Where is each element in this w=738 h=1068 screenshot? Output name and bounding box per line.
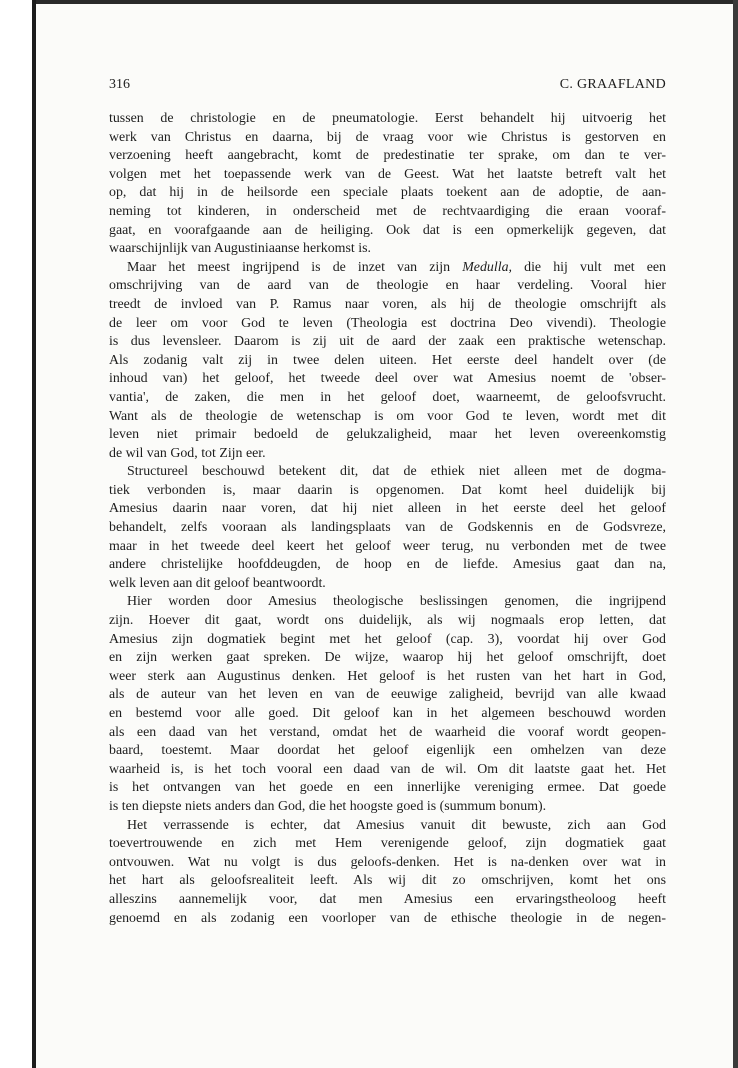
paragraph-3 xyxy=(109,463,666,593)
text-line: Amesius zijn dogmatiek begint met het geloof (cap. 3), voordat hij over God xyxy=(109,631,666,647)
book-title-medulla: Medulla, xyxy=(462,259,512,275)
text-line: Het verrassende is echter, dat Amesius vanuit dit bewuste, zich aan God xyxy=(127,817,666,833)
text-line: treedt de invloed van P. Ramus naar voren, als hij de theologie omschrijft als xyxy=(109,296,666,312)
text-line: Structureel beschouwd betekent dit, dat de ethiek niet alleen met de dogma- xyxy=(127,464,666,480)
text-line: is dus levensleer. Daarom is zij uit de aard der zaak een praktische wetenschap. xyxy=(109,334,666,350)
text-line: toevertrouwende en zich met Hem verenigende geloof, zijn dogmatiek gaat xyxy=(109,836,666,852)
text-line: volgen met het toepassende werk van de Geest. Wat het laatste betreft valt het xyxy=(109,166,666,182)
text-line: Als zodanig valt zij in twee delen uiteen. Het eerste deel handelt over (de xyxy=(109,352,666,368)
text-line: omschrijving van de aard van de theologie en haar verdeling. Vooral hier xyxy=(109,278,666,294)
text-line: ontvouwen. Wat nu volgt is dus geloofs-denken. Het is na-denken over wat in xyxy=(109,854,666,870)
text-line: is ten diepste niets anders dan God, die het hoogste goed is (summum bonum). xyxy=(109,798,547,814)
text-line: is het ontvangen van het goede en een innerlijke vereniging ermee. Dat goede xyxy=(109,780,666,796)
text-line: waarheid is, is het toch vooral een daad van de wil. Om dit laatste gaat het. Het xyxy=(109,761,666,777)
scan-edge-right xyxy=(733,0,738,1068)
text-line: de wil van God, tot Zijn eer. xyxy=(109,445,266,461)
text-line: waarschijnlijk van Augustiniaanse herkomst is. xyxy=(109,241,371,257)
text-fragment: Maar het meest ingrijpend is de inzet van zijn xyxy=(127,259,451,275)
text-line: andere christelijke hoofddeugden, de hoop en de liefde. Amesius gaat dan na, xyxy=(109,557,666,573)
text-line: Amesius daarin naar voren, dat hij niet alleen in het eerste deel het geloof xyxy=(109,501,666,517)
text-line: verzoening heeft aangebracht, komt de predestinatie ter sprake, om dan te ver- xyxy=(109,148,666,164)
text-line: op, dat hij in de heilsorde een speciale plaats toekent aan de adoptie, de aan- xyxy=(109,185,666,201)
running-head-author: C. GRAAFLAND xyxy=(559,77,666,92)
page-number: 316 xyxy=(109,77,130,92)
paragraph-2 xyxy=(109,259,666,464)
text-line: Hier worden door Amesius theologische beslissingen genomen, die ingrijpend xyxy=(127,594,666,610)
text-line: welk leven aan dit geloof beantwoordt. xyxy=(109,575,326,591)
text-line: de leer om voor God te leven (Theologia est doctrina Deo vivendi). Theologie xyxy=(109,315,666,331)
text-line: Want als de theologie de wetenschap is om voor God te leven, wordt met dit xyxy=(109,408,666,424)
text-line: tussen de christologie en de pneumatologie. Eerst behandelt hij uitvoerig het xyxy=(109,111,666,126)
text-line: en zijn werken gaat spreken. De wijze, waarop hij het geloof omschrijft, doet xyxy=(109,650,666,666)
paragraph-4 xyxy=(109,593,666,816)
text-line: zijn. Hoever dit gaat, wordt ons duidelijk, als wij nogmaals erop letten, dat xyxy=(109,613,666,629)
text-line: tiek verbonden is, maar daarin is opgenomen. Dat komt heel duidelijk bij xyxy=(109,482,666,498)
text-line: baard, toestemt. Maar doordat het geloof eigenlijk een omhelzen van deze xyxy=(109,743,666,759)
text-line: inhoud van) het geloof, het tweede deel over wat Amesius noemt de 'obser- xyxy=(109,371,666,387)
text-line: leven niet primair bedoeld de gelukzaligheid, maar het leven overeenkomstig xyxy=(109,427,666,443)
page-header xyxy=(109,77,666,95)
text-line: gaat, en voorafgaande aan de heiliging. Ook dat is een opmerkelijk gegeven, dat xyxy=(109,222,666,238)
text-line: genoemd en als zodanig een voorloper van de ethische theologie in de negen- xyxy=(109,910,666,926)
text-line: maar in het tweede deel keert het geloof weer terug, nu verbonden met de twee xyxy=(109,538,666,554)
text-line: als een daad van het verstand, omdat het de waarheid die vooraf wordt geopen- xyxy=(109,724,666,740)
text-line: alleszins aannemelijk voor, dat men Amesius een ervaringstheoloog heeft xyxy=(109,891,666,907)
body-text xyxy=(109,110,666,928)
text-line: behandelt, zelfs vooraan als landingsplaats van de Godskennis en de Godsvreze, xyxy=(109,520,666,536)
text-line: neming tot kinderen, in onderscheid met de rechtvaardiging die eraan vooraf- xyxy=(109,203,666,219)
text-line-with-title xyxy=(109,259,666,278)
text-line: werk van Christus en daarna, bij de vraag voor wie Christus is gestorven en xyxy=(109,129,666,145)
text-fragment: die hij vult met een xyxy=(524,259,666,275)
paragraph-1 xyxy=(109,110,666,259)
text-line: en bestemd voor alle goed. Dit geloof kan in het algemeen beschouwd worden xyxy=(109,706,666,721)
text-line: vantia', de zaken, die men in het geloof doet, waarneemt, de geloofsvrucht. xyxy=(109,389,666,405)
text-line: weer sterk aan Augustinus denken. Het geloof is het rusten van het hart in God, xyxy=(109,668,666,684)
text-line: als de auteur van het leven en van de eeuwige zaligheid, bevrijd van alle kwaad xyxy=(109,687,666,703)
text-line: het hart als geloofsrealiteit leeft. Als wij dit zo omschrijven, komt het ons xyxy=(109,873,666,889)
paragraph-5 xyxy=(109,817,666,929)
